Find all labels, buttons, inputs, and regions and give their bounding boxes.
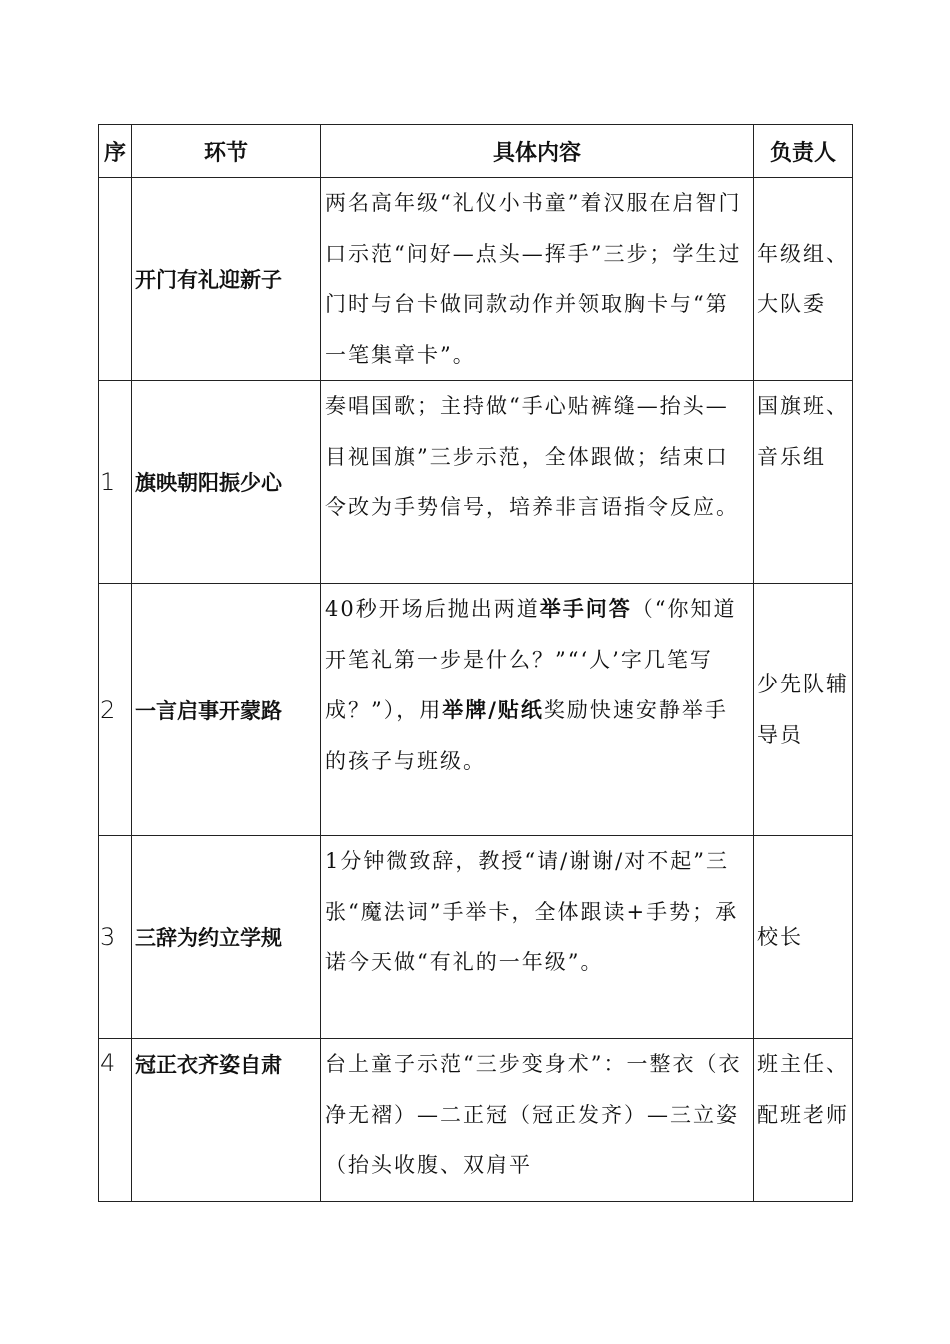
header-step: 环节 <box>132 125 321 178</box>
row-content <box>321 584 754 836</box>
table-row <box>99 836 853 1039</box>
row-content: 台上童子示范“三步变身术”：一整衣（衣净无褶）—二正冠（冠正发齐）—三立姿（抬头收腹、双肩平 <box>321 1039 754 1202</box>
content-text: 奖励快速安静举手的孩子与班级。 <box>325 698 728 773</box>
header-owner: 负责人 <box>754 125 853 178</box>
row-owner: 少先队辅导员 <box>754 584 853 836</box>
table-header-row <box>99 125 853 178</box>
table-row <box>99 178 853 381</box>
header-no: 序 <box>99 125 132 178</box>
content-emphasis: 举牌/贴纸 <box>442 698 544 722</box>
row-step: 一言启事开蒙路 <box>132 584 321 836</box>
row-owner: 校长 <box>754 836 853 1039</box>
row-step: 开门有礼迎新子 <box>132 178 321 381</box>
row-no <box>99 178 132 381</box>
content-text: （“你知道开笔礼第一步是什么？”“‘人’字几笔写成？”），用 <box>325 597 737 722</box>
row-owner: 班主任、配班老师 <box>754 1039 853 1202</box>
table-row <box>99 381 853 584</box>
row-step: 三辞为约立学规 <box>132 836 321 1039</box>
table-row <box>99 584 853 836</box>
row-no: 2 <box>99 584 132 836</box>
row-step: 旗映朝阳振少心 <box>132 381 321 584</box>
row-owner: 国旗班、音乐组 <box>754 381 853 584</box>
content-emphasis: 举手问答 <box>539 597 632 621</box>
row-owner: 年级组、大队委 <box>754 178 853 381</box>
header-content: 具体内容 <box>321 125 754 178</box>
row-no: 4 <box>99 1039 132 1202</box>
content-text: 40秒开场后抛出两道 <box>325 597 540 621</box>
row-content: 两名高年级“礼仪小书童”着汉服在启智门口示范“问好—点头—挥手”三步；学生过门时与台卡做同款动作并领取胸卡与“第一笔集章卡”。 <box>321 178 754 381</box>
program-table <box>98 124 853 1202</box>
row-no: 1 <box>99 381 132 584</box>
row-content: 1分钟微致辞，教授“请/谢谢/对不起”三张“魔法词”手举卡，全体跟读+手势；承诺今天做“有礼的一年级”。 <box>321 836 754 1039</box>
row-no: 3 <box>99 836 132 1039</box>
row-content: 奏唱国歌；主持做“手心贴裤缝—抬头—目视国旗”三步示范，全体跟做；结束口令改为手势信号，培养非言语指令反应。 <box>321 381 754 584</box>
row-step: 冠正衣齐姿自肃 <box>132 1039 321 1202</box>
table-row <box>99 1039 853 1202</box>
